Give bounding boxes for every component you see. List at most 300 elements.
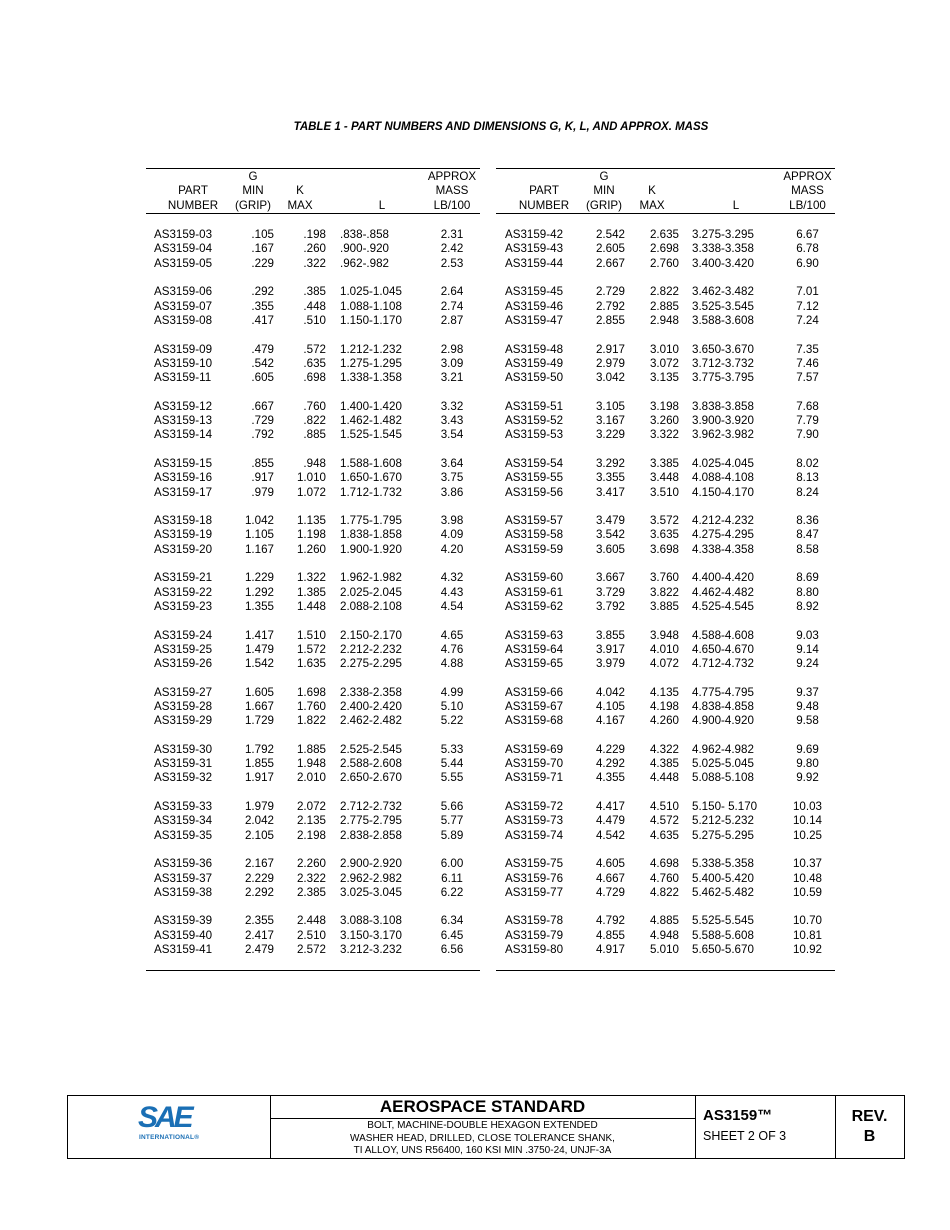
part-number: AS3159-49 <box>505 356 564 370</box>
k-max: 3.385 <box>649 456 679 470</box>
g-min-grip: 1.542 <box>244 657 274 671</box>
table-row <box>496 371 835 385</box>
table-row <box>496 314 835 328</box>
k-max: 2.948 <box>649 313 679 327</box>
l-range: 1.650-1.670 <box>340 471 402 485</box>
g-min-grip: 2.105 <box>244 828 274 842</box>
part-number: AS3159-67 <box>505 699 564 713</box>
part-number: AS3159-69 <box>505 742 564 756</box>
k-max: .322 <box>303 256 326 270</box>
table-row <box>146 457 480 471</box>
approx-mass: 2.42 <box>440 242 464 256</box>
l-range: 5.150- 5.170 <box>692 800 758 814</box>
table-row <box>146 343 480 357</box>
part-number: AS3159-28 <box>154 699 213 713</box>
table-row <box>146 643 480 657</box>
table-row <box>496 629 835 643</box>
table-row <box>496 814 835 828</box>
approx-mass: 10.37 <box>792 857 822 871</box>
header-part: PART <box>529 184 559 198</box>
approx-mass: 3.32 <box>440 399 464 413</box>
table-row <box>496 428 835 442</box>
header-k-max: MAX <box>274 199 326 214</box>
approx-mass: 2.98 <box>440 342 464 356</box>
table-row <box>496 857 835 871</box>
l-range: 2.900-2.920 <box>340 857 402 871</box>
approx-mass: 10.25 <box>792 828 822 842</box>
approx-mass: 7.68 <box>796 399 819 413</box>
table-row <box>496 242 835 256</box>
table-row <box>496 357 835 371</box>
part-number: AS3159-25 <box>154 642 213 656</box>
l-range: 5.212-5.232 <box>692 814 754 828</box>
part-number: AS3159-24 <box>154 628 213 642</box>
table-row <box>496 414 835 428</box>
g-min-grip: 2.417 <box>244 928 274 942</box>
part-number: AS3159-55 <box>505 471 564 485</box>
k-max: 3.198 <box>649 399 679 413</box>
table-row <box>146 357 480 371</box>
g-min-grip: 1.855 <box>244 757 274 771</box>
k-max: 4.135 <box>649 685 679 699</box>
l-range: .962-.982 <box>340 256 389 270</box>
table-row <box>496 543 835 557</box>
g-min-grip: .667 <box>251 399 274 413</box>
approx-mass: 8.24 <box>796 485 819 499</box>
k-max: 4.510 <box>649 800 679 814</box>
g-min-grip: 1.042 <box>244 514 274 528</box>
l-range: 1.212-1.232 <box>340 342 402 356</box>
approx-mass: 7.35 <box>796 342 819 356</box>
g-min-grip: .855 <box>251 456 274 470</box>
part-number: AS3159-40 <box>154 928 213 942</box>
header-mass: APPROX <box>424 169 480 185</box>
k-max: 1.072 <box>296 485 326 499</box>
approx-mass: 7.46 <box>796 356 819 370</box>
l-range: 4.150-4.170 <box>692 485 754 499</box>
table-row <box>146 257 480 271</box>
part-number: AS3159-77 <box>505 885 564 899</box>
parts-table-left <box>146 168 480 971</box>
part-number: AS3159-48 <box>505 342 564 356</box>
k-max: 3.010 <box>649 342 679 356</box>
approx-mass: 4.43 <box>440 585 464 599</box>
g-min-grip: .605 <box>251 371 274 385</box>
l-range: 3.088-3.108 <box>340 914 402 928</box>
table-row <box>146 857 480 871</box>
l-range: 1.088-1.108 <box>340 299 402 313</box>
k-max: .572 <box>303 342 326 356</box>
l-range: 4.212-4.232 <box>692 514 754 528</box>
g-min-grip: 2.292 <box>244 885 274 899</box>
approx-mass: 9.80 <box>796 757 819 771</box>
g-min-grip: 1.229 <box>244 571 274 585</box>
k-max: 2.260 <box>296 857 326 871</box>
approx-mass: 6.78 <box>796 242 819 256</box>
g-min-grip: .355 <box>251 299 274 313</box>
table-row <box>496 700 835 714</box>
approx-mass: 5.55 <box>440 771 464 785</box>
approx-mass: 10.03 <box>792 800 822 814</box>
g-min-grip: 1.355 <box>244 599 274 613</box>
part-number: AS3159-68 <box>505 714 564 728</box>
part-number: AS3159-32 <box>154 771 213 785</box>
k-max: 4.948 <box>649 928 679 942</box>
approx-mass: 8.13 <box>796 471 819 485</box>
table-row <box>496 457 835 471</box>
approx-mass: 4.20 <box>440 542 464 556</box>
k-max: 3.322 <box>649 428 679 442</box>
k-max: 1.760 <box>296 699 326 713</box>
part-number: AS3159-61 <box>505 585 564 599</box>
header-part: PART <box>178 184 208 198</box>
header-number: NUMBER <box>496 199 583 214</box>
g-min-grip: 3.355 <box>595 471 625 485</box>
k-max: 3.885 <box>649 599 679 613</box>
table-row <box>146 800 480 814</box>
k-max: 2.385 <box>296 885 326 899</box>
approx-mass: 6.34 <box>440 914 464 928</box>
document-number: AS3159™ <box>703 1107 773 1124</box>
approx-mass: 5.89 <box>440 828 464 842</box>
l-range: 3.212-3.232 <box>326 943 424 971</box>
k-max: 3.572 <box>649 514 679 528</box>
l-range: 3.712-3.732 <box>692 356 754 370</box>
approx-mass: 3.98 <box>440 514 464 528</box>
g-min-grip: .479 <box>251 342 274 356</box>
k-max: 2.760 <box>649 256 679 270</box>
header-l: L <box>679 199 780 214</box>
l-range: 4.275-4.295 <box>692 528 754 542</box>
k-max: .948 <box>303 456 326 470</box>
part-number: AS3159-54 <box>505 456 564 470</box>
g-min-grip: 1.917 <box>244 771 274 785</box>
k-max: 2.885 <box>649 299 679 313</box>
part-number: AS3159-15 <box>154 456 213 470</box>
table-row <box>146 886 480 900</box>
table-row <box>146 586 480 600</box>
g-min-grip: 3.417 <box>595 485 625 499</box>
k-max: 4.198 <box>649 699 679 713</box>
part-number: AS3159-12 <box>154 399 213 413</box>
header-k-max: MAX <box>625 199 679 214</box>
g-min-grip: .417 <box>251 313 274 327</box>
g-min-grip: 4.417 <box>595 800 625 814</box>
l-range: 3.338-3.358 <box>692 242 754 256</box>
part-number: AS3159-56 <box>505 485 564 499</box>
table-row <box>496 757 835 771</box>
part-number: AS3159-71 <box>505 771 564 785</box>
l-range: 3.962-3.982 <box>692 428 754 442</box>
g-min-grip: .105 <box>251 228 274 242</box>
l-range: 2.462-2.482 <box>340 714 402 728</box>
l-range: 1.525-1.545 <box>340 428 402 442</box>
part-number: AS3159-07 <box>154 299 213 313</box>
g-min-grip: 4.229 <box>595 742 625 756</box>
table-row <box>496 343 835 357</box>
table-row <box>146 414 480 428</box>
l-range: 4.775-4.795 <box>692 685 754 699</box>
g-min-grip: .167 <box>251 242 274 256</box>
k-max: 3.760 <box>649 571 679 585</box>
table-row <box>496 228 835 242</box>
g-min-grip: 3.542 <box>595 528 625 542</box>
part-number: AS3159-20 <box>154 542 213 556</box>
part-number: AS3159-80 <box>496 943 583 971</box>
table-row <box>146 285 480 299</box>
part-number: AS3159-14 <box>154 428 213 442</box>
table-row <box>496 528 835 542</box>
header-g-min: MIN <box>593 184 615 198</box>
table-row <box>496 771 835 785</box>
header-g: G <box>583 169 625 185</box>
table-row <box>496 929 835 943</box>
table-row <box>146 657 480 671</box>
approx-mass: 9.48 <box>796 699 819 713</box>
l-range: 2.962-2.982 <box>340 871 402 885</box>
part-number: AS3159-75 <box>505 857 564 871</box>
table-row <box>496 657 835 671</box>
part-number: AS3159-76 <box>505 871 564 885</box>
g-min-grip: 3.855 <box>595 628 625 642</box>
k-max: 1.572 <box>296 642 326 656</box>
g-min-grip: 3.292 <box>595 456 625 470</box>
table-row <box>496 914 835 928</box>
k-max: 4.698 <box>649 857 679 871</box>
g-min-grip: .292 <box>251 285 274 299</box>
table-row <box>146 829 480 843</box>
part-number: AS3159-39 <box>154 914 213 928</box>
g-min-grip: 4.167 <box>595 714 625 728</box>
k-max: 4.448 <box>649 771 679 785</box>
l-range: 1.462-1.482 <box>340 414 402 428</box>
header-g-min: MIN <box>242 184 264 198</box>
part-number: AS3159-31 <box>154 757 213 771</box>
table-row <box>496 686 835 700</box>
k-max: 4.260 <box>649 714 679 728</box>
part-number: AS3159-13 <box>154 414 213 428</box>
g-min-grip: 2.979 <box>595 356 625 370</box>
k-max: 2.135 <box>296 814 326 828</box>
l-range: 4.712-4.732 <box>692 657 754 671</box>
g-min-grip: 4.792 <box>595 914 625 928</box>
l-range: 1.400-1.420 <box>340 399 402 413</box>
logo-cell <box>68 1096 271 1158</box>
approx-mass: 9.69 <box>796 742 819 756</box>
k-max: 2.010 <box>296 771 326 785</box>
k-max: 3.135 <box>649 371 679 385</box>
g-min-grip: 3.605 <box>595 542 625 556</box>
l-range: 3.275-3.295 <box>692 228 754 242</box>
approx-mass: 2.64 <box>440 285 464 299</box>
part-number: AS3159-45 <box>505 285 564 299</box>
approx-mass: 9.24 <box>796 657 819 671</box>
table-row <box>146 700 480 714</box>
header-l: L <box>326 199 424 214</box>
table-row <box>496 743 835 757</box>
k-max: 3.635 <box>649 528 679 542</box>
header-g: G <box>232 169 274 185</box>
header-mass-2: MASS <box>791 184 824 198</box>
k-max: .448 <box>303 299 326 313</box>
approx-mass: 8.92 <box>796 599 819 613</box>
part-number: AS3159-41 <box>146 943 232 971</box>
approx-mass: 9.58 <box>796 714 819 728</box>
l-range: 2.025-2.045 <box>340 585 402 599</box>
approx-mass: 2.31 <box>440 228 464 242</box>
approx-mass: 5.33 <box>440 742 464 756</box>
k-max: 5.010 <box>625 943 679 971</box>
part-number: AS3159-26 <box>154 657 213 671</box>
table-row <box>496 300 835 314</box>
approx-mass: 3.75 <box>440 471 464 485</box>
l-range: 2.838-2.858 <box>340 828 402 842</box>
g-min-grip: 2.229 <box>244 871 274 885</box>
table-row <box>146 771 480 785</box>
approx-mass: 7.12 <box>796 299 819 313</box>
sae-logo: SAE <box>138 1101 191 1134</box>
g-min-grip: 4.355 <box>595 771 625 785</box>
approx-mass: 10.48 <box>792 871 822 885</box>
k-max: 4.010 <box>649 642 679 656</box>
g-min-grip: 3.729 <box>595 585 625 599</box>
table-row <box>496 471 835 485</box>
l-range: 1.275-1.295 <box>340 356 402 370</box>
revision-label: REV. <box>851 1108 888 1125</box>
approx-mass: 6.45 <box>440 928 464 942</box>
k-max: 2.448 <box>296 914 326 928</box>
part-number: AS3159-47 <box>505 313 564 327</box>
part-number: AS3159-38 <box>154 885 213 899</box>
part-number: AS3159-19 <box>154 528 213 542</box>
k-max: 1.698 <box>296 685 326 699</box>
part-number: AS3159-43 <box>505 242 564 256</box>
g-min-grip: 1.479 <box>244 642 274 656</box>
l-range: 2.775-2.795 <box>340 814 402 828</box>
approx-mass: 10.59 <box>792 885 822 899</box>
approx-mass: 4.09 <box>440 528 464 542</box>
g-min-grip: 3.042 <box>595 371 625 385</box>
approx-mass: 2.74 <box>440 299 464 313</box>
approx-mass: 9.14 <box>796 642 819 656</box>
approx-mass: 7.90 <box>796 428 819 442</box>
approx-mass: 7.79 <box>796 414 819 428</box>
g-min-grip: .979 <box>251 485 274 499</box>
part-description: BOLT, MACHINE-DOUBLE HEXAGON EXTENDED WASHER HEAD, DRILLED, CLOSE TOLERANCE SHANK, TI ALLOY, UNS R56400, 160 KSI MIN .3750-24, UNJF-3A <box>350 1120 615 1156</box>
header-grip: (GRIP) <box>232 199 274 214</box>
approx-mass: 4.99 <box>440 685 464 699</box>
l-range: 2.525-2.545 <box>340 742 402 756</box>
l-range: .900-.920 <box>340 242 389 256</box>
approx-mass: 7.24 <box>796 313 819 327</box>
l-range: 4.838-4.858 <box>692 699 754 713</box>
k-max: 1.448 <box>296 599 326 613</box>
g-min-grip: 3.917 <box>595 642 625 656</box>
k-max: 2.510 <box>296 928 326 942</box>
part-number: AS3159-36 <box>154 857 213 871</box>
approx-mass: 3.86 <box>440 485 464 499</box>
l-range: 2.338-2.358 <box>340 685 402 699</box>
approx-mass: 8.36 <box>796 514 819 528</box>
part-number: AS3159-70 <box>505 757 564 771</box>
part-number: AS3159-16 <box>154 471 213 485</box>
g-min-grip: 4.479 <box>595 814 625 828</box>
l-range: 3.462-3.482 <box>692 285 754 299</box>
header-lb100: LB/100 <box>424 199 480 214</box>
k-max: 4.322 <box>649 742 679 756</box>
g-min-grip: 3.229 <box>595 428 625 442</box>
part-number: AS3159-50 <box>505 371 564 385</box>
table-row <box>496 886 835 900</box>
part-number: AS3159-03 <box>154 228 213 242</box>
g-min-grip: 4.292 <box>595 757 625 771</box>
k-max: 3.072 <box>649 356 679 370</box>
part-number: AS3159-73 <box>505 814 564 828</box>
part-number: AS3159-21 <box>154 571 213 585</box>
part-number: AS3159-09 <box>154 342 213 356</box>
l-range: 3.775-3.795 <box>692 371 754 385</box>
approx-mass: 5.44 <box>440 757 464 771</box>
part-number: AS3159-11 <box>154 371 212 385</box>
g-min-grip: .917 <box>251 471 274 485</box>
approx-mass: 8.58 <box>796 542 819 556</box>
g-min-grip: 4.105 <box>595 699 625 713</box>
approx-mass: 5.66 <box>440 800 464 814</box>
table-row <box>146 528 480 542</box>
l-range: 3.900-3.920 <box>692 414 754 428</box>
part-number: AS3159-33 <box>154 800 213 814</box>
approx-mass: 3.43 <box>440 414 464 428</box>
approx-mass: 7.01 <box>796 285 819 299</box>
g-min-grip: 3.105 <box>595 399 625 413</box>
approx-mass: 4.32 <box>440 571 464 585</box>
k-max: 3.510 <box>649 485 679 499</box>
part-number: AS3159-51 <box>505 399 564 413</box>
g-min-grip: 1.105 <box>244 528 274 542</box>
approx-mass: 8.02 <box>796 456 819 470</box>
k-max: .698 <box>303 371 326 385</box>
table-row <box>496 400 835 414</box>
g-min-grip: 3.167 <box>595 414 625 428</box>
k-max: 2.822 <box>649 285 679 299</box>
table-row <box>146 757 480 771</box>
table-row <box>146 400 480 414</box>
table-row <box>146 872 480 886</box>
approx-mass: 3.09 <box>440 356 464 370</box>
description-cell <box>270 1096 696 1158</box>
k-max: .510 <box>303 313 326 327</box>
part-number: AS3159-79 <box>505 928 564 942</box>
l-range: 3.650-3.670 <box>692 342 754 356</box>
k-max: 4.385 <box>649 757 679 771</box>
approx-mass: 9.92 <box>796 771 819 785</box>
part-number: AS3159-37 <box>154 871 213 885</box>
table-row <box>496 285 835 299</box>
g-min-grip: 1.979 <box>244 800 274 814</box>
l-range: 1.900-1.920 <box>340 542 402 556</box>
table-row <box>496 586 835 600</box>
l-range: 5.275-5.295 <box>692 828 754 842</box>
part-number: AS3159-10 <box>154 356 213 370</box>
g-min-grip: 3.667 <box>595 571 625 585</box>
part-number: AS3159-60 <box>505 571 564 585</box>
sae-logo-subtitle: INTERNATIONAL® <box>139 1134 200 1141</box>
l-range: 4.088-4.108 <box>692 471 754 485</box>
l-range: 4.338-4.358 <box>692 542 754 556</box>
g-min-grip: 2.917 <box>595 342 625 356</box>
l-range: 2.712-2.732 <box>340 800 402 814</box>
part-number: AS3159-30 <box>154 742 213 756</box>
